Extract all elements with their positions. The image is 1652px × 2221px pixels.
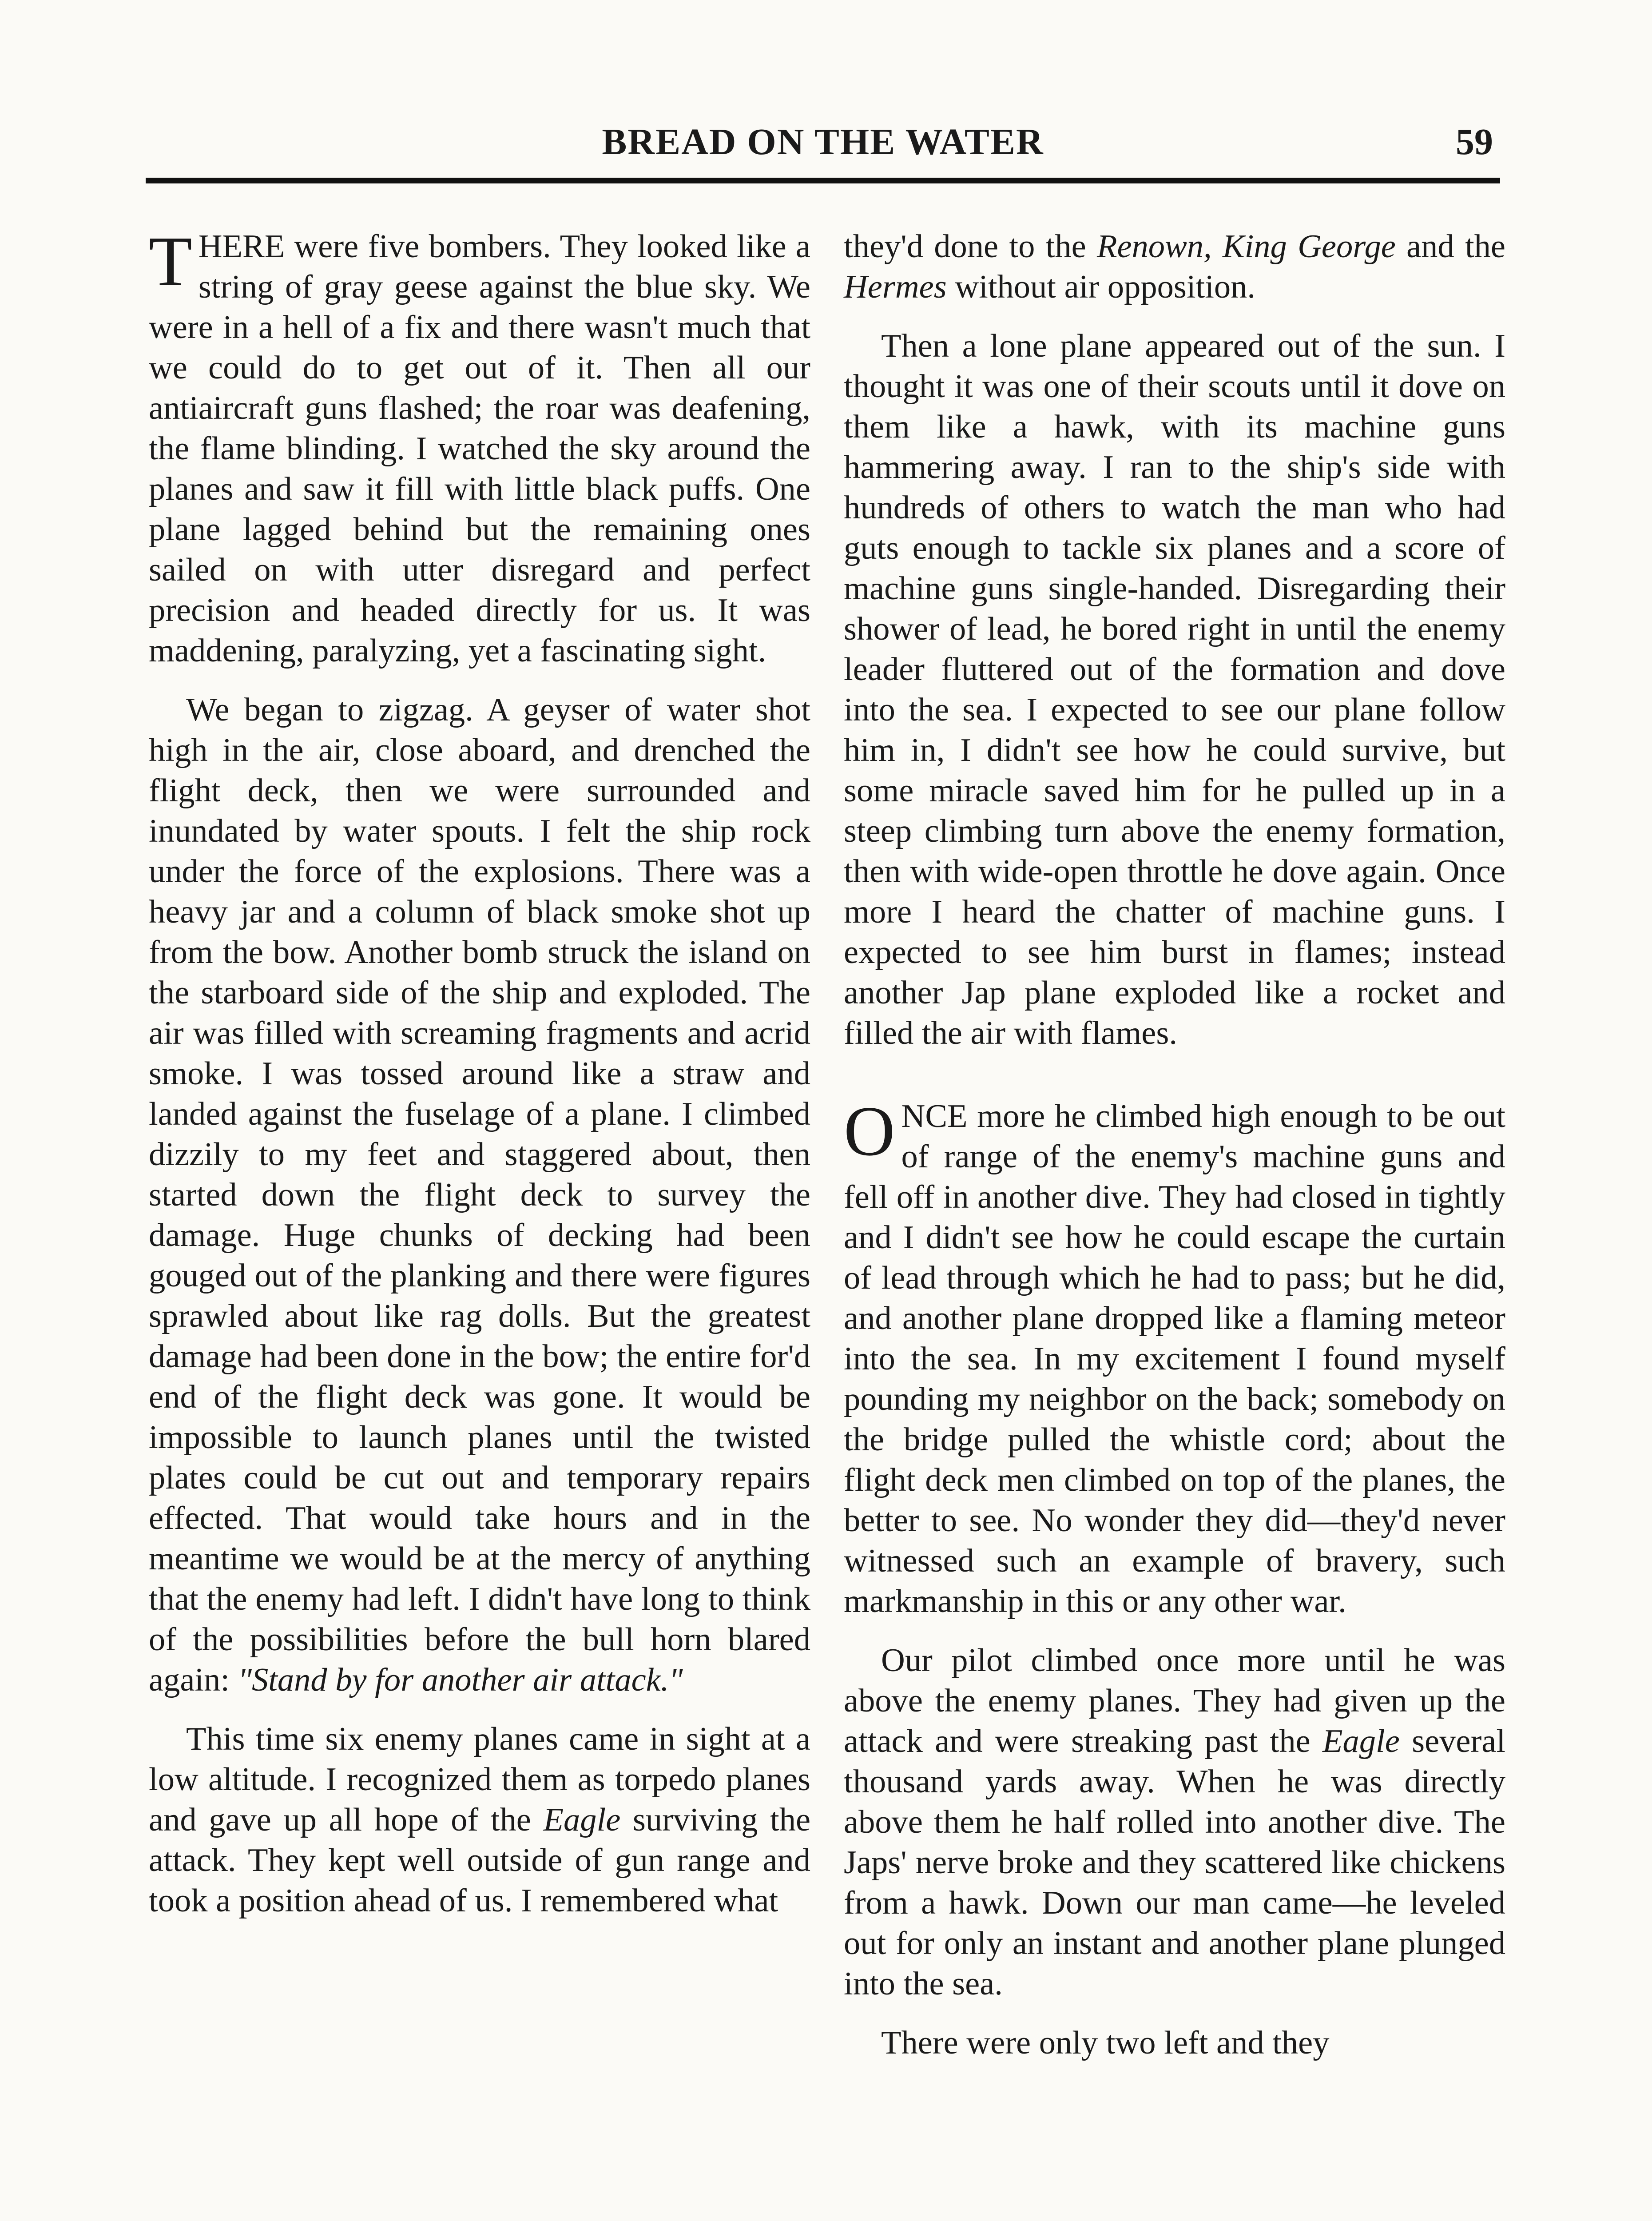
paragraph [149,690,810,1700]
paragraph-text: they'd done to the [844,228,1086,265]
paragraph-text: HERE were five bombers. They looked like a string of gray geese against the blue sky. We were in a hell of a fix and there wasn't much that we could do to get out of it. Then all our antiaircraft guns flashed; the roar was deafening, the flame blinding. I watched the sky around the planes and saw it fill with little black puffs. One plane lagged behind but the remaining ones sailed on with utter disregard and perfect precision and headed directly for us. It was maddening, paralyzing, yet a fascinating sight. [149,228,810,669]
paragraph-text: and the [1406,228,1506,265]
paragraph [844,1091,1505,1622]
paragraph-text: without air opposition. [955,269,1256,305]
paragraph [149,1719,810,1921]
running-title: BREAD ON THE WATER [602,121,1044,163]
ship-name: Renown, King George [1096,228,1396,265]
right-column [844,227,1505,2082]
paragraph-text: This time six enemy planes came in sight at a low altitude. I recognized them as torpedo planes and gave up all hope of the [149,1721,810,1838]
page-number: 59 [1456,121,1493,163]
ship-name: Eagle [1322,1723,1400,1759]
header-rule [146,178,1500,183]
quoted-text: "Stand by for another air attack." [238,1662,683,1698]
paragraph-text: several thousand yards away. When he was directly above them he half rolled into another dive. The Japs' nerve broke and they scattered like chickens from a hawk. Down our man came—he leveled out for only an instant and another plane plunged into the sea. [844,1723,1506,2002]
paragraph-text: NCE more he climbed high enough to be out of range of the enemy's machine guns and fell off in another dive. They had closed in tightly and I didn't see how he could escape the curtain of lead through which he had to pass; but he did, and another plane dropped like a flaming meteor into the sea. In my excitement I found myself pounding my neighbor on the back; somebody on the bridge pulled the whistle cord; about the flight deck men climbed on top of the planes, the better to see. No wonder they did—they'd never witnessed such an example of bravery, such markmanship in this or any other war. [844,1098,1505,1620]
left-column [149,222,811,1940]
paragraph-text: There were only two left and they [881,2025,1330,2061]
paragraph [844,227,1505,307]
paragraph [844,2023,1505,2063]
ship-name: Eagle [543,1802,621,1838]
drop-cap: O [844,1091,895,1170]
paragraph [844,1640,1505,2004]
paragraph-text: Then a lone plane appeared out of the sun. I thought it was one of their scouts until it dove on them like a hawk, with its machine guns hammering away. I ran to the ship's side with hundreds of others to watch the man who had guts enough to tackle six planes and a score of machine guns single-handed. Disregarding their shower of lead, he bored right in until the enemy leader fluttered out of the formation and dove into the sea. I expected to see our plane follow him in, I didn't see how he could survive, but some miracle saved him for he pulled up in a steep climbing turn above the enemy formation, then with wide-open throttle he dove again. Once more I heard the chatter of machine guns. I expected to see him burst in flames; instead another Jap plane exploded like a rocket and filled the air with flames. [844,328,1505,1051]
drop-cap: T [149,222,192,301]
paragraph [149,222,810,671]
running-header [146,120,1500,169]
ship-name: Hermes [844,269,947,305]
paragraph-text: We began to zigzag. A geyser of water shot high in the air, close aboard, and drenched the flight deck, then we were surrounded and inundated by water spouts. I felt the ship rock under the force of the explosions. There was a heavy jar and a column of black smoke shot up from the bow. Another bomb struck the island on the starboard side of the ship and exploded. The air was filled with screaming fragments and acrid smoke. I was tossed around like a straw and landed against the fuselage of a plane. I climbed dizzily to my feet and staggered about, then started down the flight deck to survey the damage. Huge chunks of decking had been gouged out of the planking and there were figures sprawled about like rag dolls. But the greatest damage had been done in the bow; the entire for'd end of the flight deck was gone. It would be impossible to launch planes until the twisted plates could be cut out and temporary repairs effected. That would take hours and in the meantime we would be at the mercy of anything that the enemy had left. I didn't have long to think of the possibilities before the bull horn blared again: [149,692,810,1698]
paragraph-text: surviving the attack. They kept well outside of gun range and took a position ahead of us. I remembered what [149,1802,811,1919]
paragraph-text: Our pilot climbed once more until he was above the enemy planes. They had given up the attack and were streaking past the [844,1642,1505,1759]
paragraph [844,326,1505,1054]
